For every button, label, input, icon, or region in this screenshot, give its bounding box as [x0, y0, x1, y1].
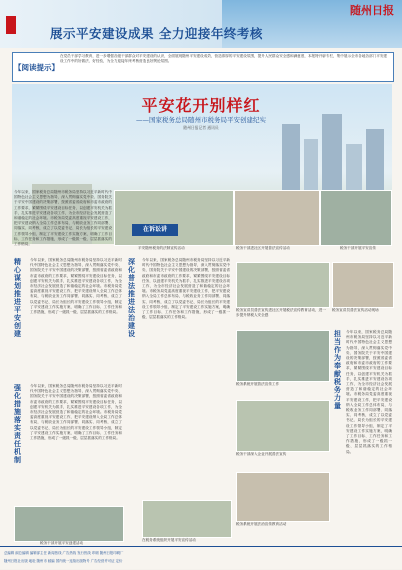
photo: [320, 190, 392, 246]
feature-title: 平安花开别样红: [141, 96, 261, 115]
photo-caption: 税务宣讲员普法宣传活动现场: [332, 308, 379, 312]
photo: [236, 262, 330, 308]
photo: [236, 472, 330, 522]
photo-caption: 平安随州税务的法制宣传活动: [138, 246, 185, 250]
photo: [236, 400, 330, 452]
photo: [234, 190, 320, 246]
footer-line: 随州日报社出版 地址 随州市 邮编 国内统一连续出版物号 广告经营许可证 定价: [4, 559, 123, 563]
page-footer: [0, 546, 402, 570]
feature-byline: 随州日报记者 通讯员: [183, 125, 219, 130]
photo-caption: 税务干部开展平安创建活动: [40, 541, 84, 545]
photo: [236, 330, 330, 382]
reading-tip-text: 在党员干部学习教育，进一步增强各级干部群众对平安建设的认识，全面展现随州平安建设成效，营造浓厚的平安建设氛围，提升人民群众安全感和满意度，本报特开辟专栏，集中展示全市各地各部门平安建设工作中的好做法、好经验，为全力迎接年终考核营造良好舆论氛围。: [60, 54, 388, 63]
reading-tip-tag: 【阅读提示】: [14, 63, 59, 72]
sign-panel: 在诉讼讲: [132, 224, 178, 236]
footer-line: 总编辑 副总编辑 编辑部主任 新闻热线 广告热线 发行热线 印刷 随州日报印刷厂: [4, 551, 124, 555]
feature-subtitle: ——国家税务总局随州市税务局平安创建纪实: [136, 116, 266, 124]
photo-caption: 税务干部进社区开展普法宣传活动: [236, 246, 290, 250]
photo-caption: 税务系统开展普法宣传工作: [236, 382, 280, 386]
body-column: 今年以来，国家税务总局随州市税务局坚持以习近平新时代中国特色社会主义思想为指导，深入贯彻落实党中央、国务院关于平安中国建设的决策部署，按照省委省政府和市委市政府的工作要求，紧紧围绕平安建设目标任务，以创建平安机关为抓手，扎实推进平安建设各项工作，为全市经济社会发展营造了和谐稳定的社会环境。市税务局党委高度重视平安建设工作，把平安建设纳入全局工作总体布局，与税收业务工作同部署、同落实、同考核，成立了以党委书记、局长为组长的平安建设工作领导小组，制定了平安建设工作实施方案，明确了工作目标、工作任务和工作措施，形成了一级抓一级、层层抓落实的工作格局。: [30, 384, 122, 441]
photo-caption: 税务系统开展法治宣传教育活动: [236, 522, 287, 526]
section-heading: 强化措施 落实责任机制: [14, 383, 21, 464]
section-heading: 精心谋划 推进平安创建: [14, 257, 21, 338]
section-heading: 深化普法 推进法治建设: [128, 257, 135, 338]
intro-column: 今年以来，国家税务总局随州市税务局坚持以习近平新时代中国特色社会主义思想为指导，深入贯彻落实党中央、国务院关于平安中国建设的决策部署，按照省委省政府和市委市政府的工作要求，紧紧围绕平安建设目标任务，以创建平安机关为抓手，扎实推进平安建设各项工作，为全市经济社会发展营造了和谐稳定的社会环境。市税务局党委高度重视平安建设工作，把平安建设纳入全局工作总体布局，与税收业务工作同部署、同落实、同考核，成立了以党委书记、局长为组长的平安建设工作领导小组，制定了平安建设工作实施方案，明确了工作目标、工作任务和工作措施，形成了一级抓一级、层层抓落实的工作格局。: [14, 190, 112, 247]
photo: [114, 190, 234, 246]
body-column: 今年以来，国家税务总局随州市税务局坚持以习近平新时代中国特色社会主义思想为指导，深入贯彻落实党中央、国务院关于平安中国建设的决策部署，按照省委省政府和市委市政府的工作要求，紧紧围绕平安建设目标任务，以创建平安机关为抓手，扎实推进平安建设各项工作，为全市经济社会发展营造了和谐稳定的社会环境。市税务局党委高度重视平安建设工作，把平安建设纳入全局工作总体布局，与税收业务工作同部署、同落实、同考核，成立了以党委书记、局长为组长的平安建设工作领导小组，制定了平安建设工作实施方案，明确了工作目标、工作任务和工作措施，形成了一级抓一级、层层抓落实的工作格局。: [142, 258, 230, 320]
photo-caption: 税务干部深入企业开展普法宣传: [236, 452, 287, 456]
masthead-badge: [6, 16, 16, 34]
photo: [332, 262, 394, 308]
photo-caption: 税务干部开展平安宣传: [340, 246, 376, 250]
masthead-banner: [0, 0, 402, 48]
photo: [14, 506, 124, 542]
photo-caption: 在税务系统组织开展平安宣传活动: [142, 538, 196, 542]
body-column: 今年以来，国家税务总局随州市税务局坚持以习近平新时代中国特色社会主义思想为指导，深入贯彻落实党中央、国务院关于平安中国建设的决策部署，按照省委省政府和市委市政府的工作要求，紧紧围绕平安建设目标任务，以创建平安机关为抓手，扎实推进平安建设各项工作，为全市经济社会发展营造了和谐稳定的社会环境。市税务局党委高度重视平安建设工作，把平安建设纳入全局工作总体布局，与税收业务工作同部署、同落实、同考核，成立了以党委书记、局长为组长的平安建设工作领导小组，制定了平安建设工作实施方案，明确了工作目标、工作任务和工作措施，形成了一级抓一级、层层抓落实的工作格局。: [346, 330, 392, 454]
page-headline: 展示平安建设成果 全力迎接年终考核: [50, 26, 263, 41]
body-column: 今年以来，国家税务总局随州市税务局坚持以习近平新时代中国特色社会主义思想为指导，深入贯彻落实党中央、国务院关于平安中国建设的决策部署，按照省委省政府和市委市政府的工作要求，紧紧围绕平安建设目标任务，以创建平安机关为抓手，扎实推进平安建设各项工作，为全市经济社会发展营造了和谐稳定的社会环境。市税务局党委高度重视平安建设工作，把平安建设纳入全局工作总体布局，与税收业务工作同部署、同落实、同考核，成立了以党委书记、局长为组长的平安建设工作领导小组，制定了平安建设工作实施方案，明确了工作目标、工作任务和工作措施，形成了一级抓一级、层层抓落实的工作格局。: [30, 258, 122, 315]
photo-caption: 税务宣讲员普法宣传进社区开展税法宣传教育活动，进一步提升纳税人安全感: [236, 308, 326, 317]
photo: [142, 500, 232, 538]
section-heading: 担当作为 奉献税务力量: [334, 329, 341, 410]
paper-name: 随州日报: [350, 4, 394, 17]
